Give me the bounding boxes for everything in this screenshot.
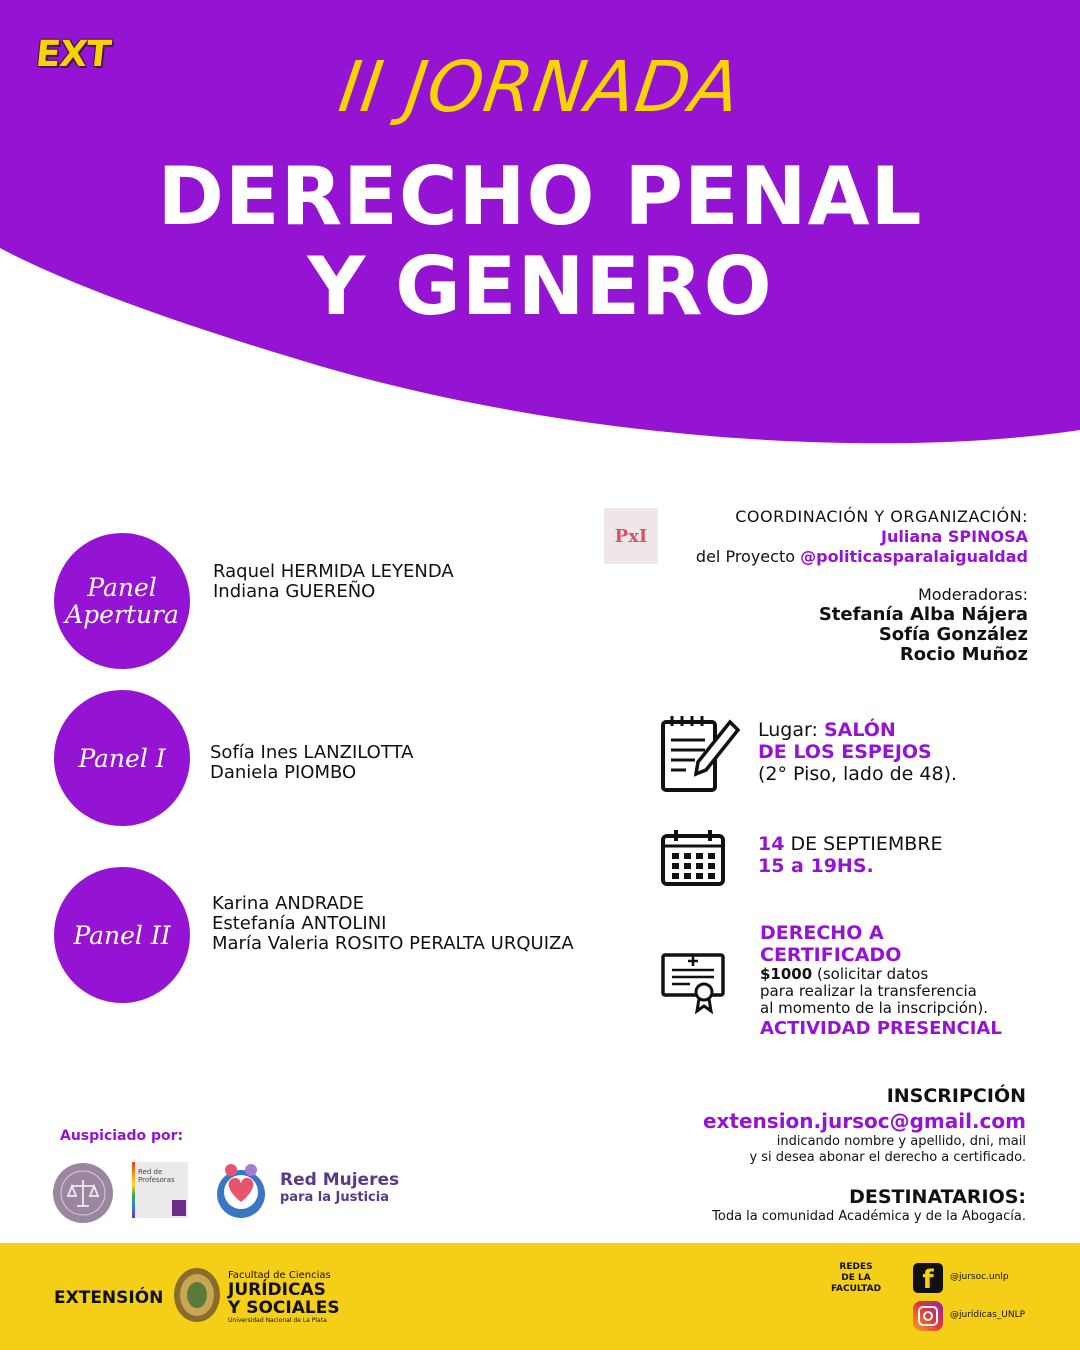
instagram-icon[interactable]	[913, 1301, 943, 1331]
certificate-title: DERECHO A	[760, 922, 884, 944]
red-profesoras-line1: Red de	[138, 1168, 163, 1176]
date-time: 15 a 19HS.	[758, 855, 874, 877]
panel-label: Panel I	[78, 743, 166, 773]
coordination-block	[608, 507, 1028, 567]
registration-email[interactable]: extension.jursoc@gmail.com	[702, 1109, 1026, 1133]
registration-note: y si desea abonar el derecho a certificado.	[749, 1150, 1026, 1165]
registration-note: indicando nombre y apellido, dni, mail	[776, 1134, 1026, 1149]
redes-label	[820, 1262, 892, 1295]
certificate-note: para realizar la transferencia	[760, 982, 977, 1000]
audience-block	[526, 1185, 1026, 1225]
instagram-handle[interactable]: @jurídicas_UNLP	[950, 1310, 1026, 1320]
activity-mode: ACTIVIDAD PRESENCIAL	[760, 1018, 1002, 1039]
project-prefix: del Proyecto	[695, 547, 796, 566]
place-label: Lugar:	[758, 719, 818, 741]
faculty-line1: JURÍDICAS	[228, 1280, 326, 1300]
project-logo-text: PxI	[614, 525, 648, 547]
redes-line1: REDES	[839, 1262, 873, 1272]
certificate-price: $1000	[760, 965, 813, 983]
calendar-icon	[660, 829, 726, 887]
faculty-small: Facultad de Ciencias	[228, 1270, 331, 1281]
abogadas-feministas-logo	[52, 1162, 114, 1224]
speaker-name: Raquel HERMIDA LEYENDA	[213, 561, 454, 582]
certificate-title-line2: CERTIFICADO	[760, 944, 902, 966]
sponsors-label: Auspiciado por:	[60, 1128, 184, 1144]
event-subtitle: II JORNADA	[334, 46, 746, 128]
facebook-icon[interactable]: f	[913, 1263, 943, 1293]
moderators-block	[728, 585, 1028, 665]
university-name: Universidad Nacional de La Plata	[228, 1317, 327, 1324]
place-name: SALÓN	[823, 719, 896, 741]
red-mujeres-logo-icon	[212, 1160, 270, 1218]
panel-1-badge	[54, 690, 190, 826]
registration-heading: INSCRIPCIÓN	[886, 1085, 1026, 1107]
certificate-icon	[660, 952, 726, 1014]
panel-apertura-badge	[54, 533, 190, 669]
redes-line3: FACULTAD	[830, 1284, 882, 1294]
faculty-crest-icon	[172, 1266, 222, 1324]
certificate-note: al momento de la inscripción).	[760, 999, 989, 1017]
certificate-block	[760, 922, 1002, 1041]
red-mujeres-line2: para la Justicia	[280, 1190, 389, 1205]
project-line	[608, 547, 1028, 567]
coordinator-name: Juliana SPINOSA	[881, 527, 1028, 546]
audience-text: Toda la comunidad Académica y de la Abogacía.	[712, 1209, 1026, 1224]
panel-2-badge	[54, 867, 190, 1003]
red-mujeres-line1: Red Mujeres	[280, 1170, 400, 1190]
faculty-line2: Y SOCIALES	[228, 1298, 340, 1318]
speaker-name: Estefanía ANTOLINI	[212, 913, 387, 934]
date-block	[758, 833, 943, 877]
place-detail: (2° Piso, lado de 48).	[758, 763, 958, 785]
speaker-name: María Valeria ROSITO PERALTA URQUIZA	[212, 933, 574, 954]
panel-label: Panel II	[73, 920, 171, 950]
moderators-heading: Moderadoras:	[917, 585, 1028, 604]
panel-apertura-speakers	[213, 562, 454, 602]
moderator-name: Rocio Muñoz	[899, 644, 1028, 665]
certificate-note: (solicitar datos	[816, 965, 929, 983]
certificate-price-line	[760, 966, 1002, 983]
instagram-lens	[923, 1311, 933, 1321]
rainbow-stripe	[132, 1162, 135, 1218]
redes-line2: DE LA	[841, 1273, 871, 1283]
panel-label: Apertura	[65, 600, 179, 629]
place-line1	[758, 719, 957, 741]
facebook-handle[interactable]: @jursoc.unlp	[950, 1272, 1009, 1282]
red-profesoras-line2: Profesoras	[138, 1176, 175, 1184]
speaker-name: Indiana GUEREÑO	[213, 581, 376, 602]
moderator-name: Sofía González	[878, 624, 1028, 645]
date-day: 14	[758, 833, 785, 855]
speaker-name: Sofía Ines LANZILOTTA	[210, 742, 414, 763]
event-title-line1: DERECHO PENAL	[157, 150, 923, 243]
panel-2-speakers	[212, 894, 574, 954]
speaker-name: Karina ANDRADE	[212, 893, 365, 914]
place-block	[758, 719, 957, 785]
audience-heading: DESTINATARIOS:	[849, 1186, 1026, 1208]
speaker-name: Daniela PIOMBO	[210, 762, 357, 783]
red-profesoras-text	[138, 1168, 175, 1184]
event-title-line2: Y GENERO	[307, 240, 773, 333]
project-handle: @politicasparalaigualdad	[800, 547, 1028, 566]
red-mujeres-logo-text	[280, 1170, 399, 1206]
panel-label: Panel	[87, 573, 157, 602]
moderator-name: Stefanía Alba Nájera	[818, 604, 1028, 625]
coordination-heading: COORDINACIÓN Y ORGANIZACIÓN:	[735, 507, 1028, 526]
red-profesoras-logo	[132, 1162, 188, 1218]
date-line	[758, 833, 943, 855]
place-name-line2: DE LOS ESPEJOS	[758, 741, 932, 763]
ext-logo: EXT	[33, 34, 113, 75]
extension-label: EXTENSIÓN	[54, 1288, 164, 1308]
faculty-logo-text	[228, 1270, 340, 1325]
female-symbol-icon	[172, 1200, 186, 1216]
registration-block	[526, 1084, 1026, 1166]
date-month: DE SEPTIEMBRE	[790, 833, 943, 855]
panel-1-speakers	[210, 743, 413, 783]
notepad-pen-icon	[660, 712, 740, 794]
